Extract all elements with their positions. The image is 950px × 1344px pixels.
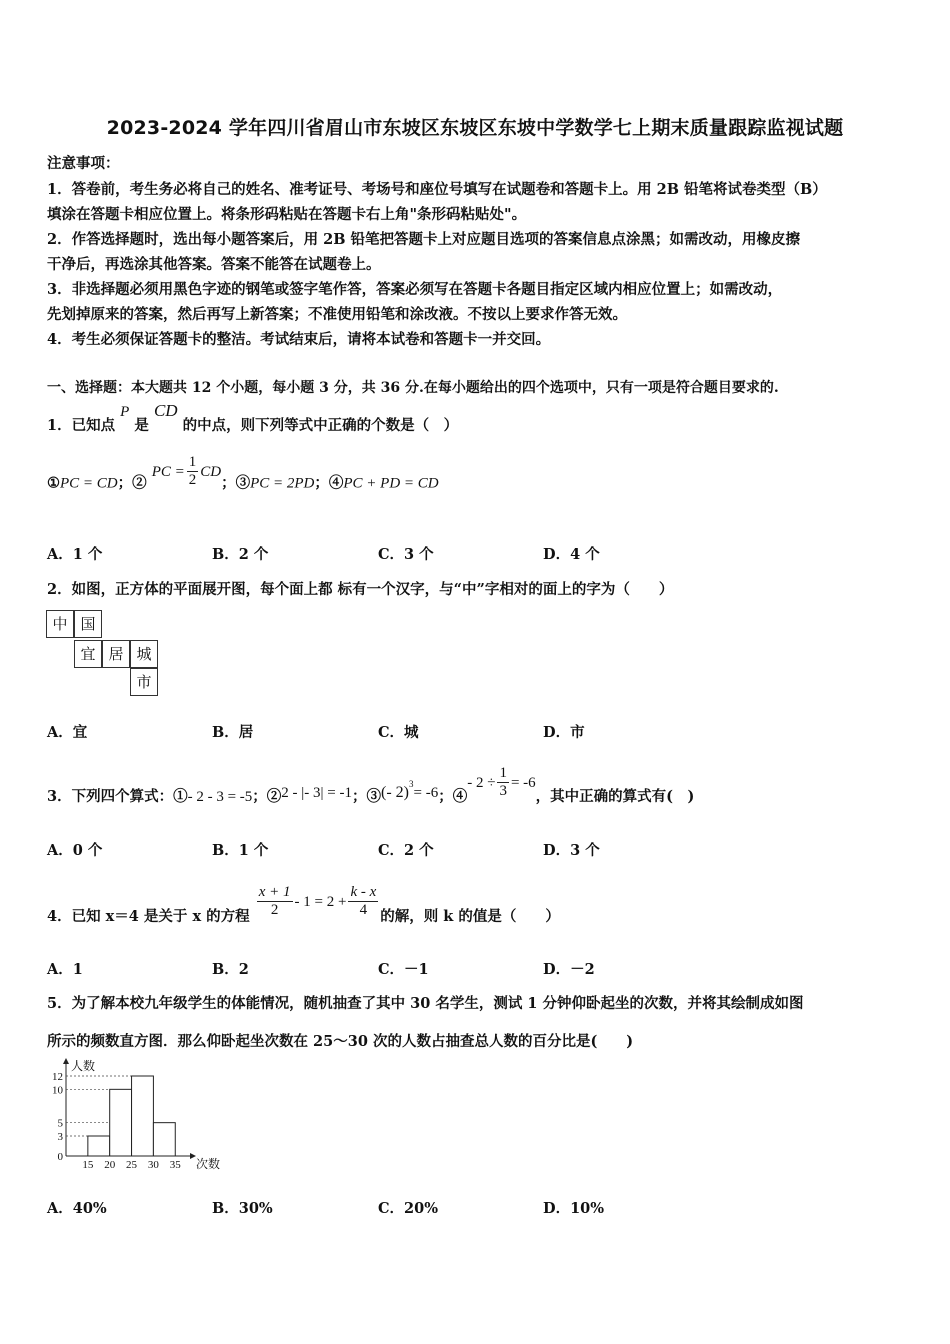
x-tick-label: 15 [82, 1159, 94, 1171]
expr-3-rhs: = -6 [413, 784, 439, 801]
net-face: 城 [130, 640, 158, 668]
histogram-bar [110, 1089, 132, 1156]
option-c[interactable]: C．20% [378, 1200, 438, 1217]
y-tick-label: 12 [52, 1071, 63, 1083]
q4-suffix: 的解，则 k 的值是（ ） [380, 907, 560, 925]
option-b[interactable]: B．2 个 [212, 546, 269, 563]
statement-1: PC = CD [60, 475, 118, 492]
question-1 [47, 402, 458, 438]
option-d[interactable]: D．市 [543, 724, 585, 741]
cube-net-figure [44, 608, 162, 700]
expr-3-base: (- 2) [381, 783, 409, 801]
chart-bars [88, 1076, 175, 1156]
x-tick-label: 25 [126, 1159, 138, 1171]
option-d[interactable]: D．4 个 [543, 546, 600, 563]
question-4 [47, 874, 560, 925]
notice-line: 干净后，再选涂其他答案。答案不能答在试题卷上。 [47, 256, 381, 273]
question-1-statements: ①PC = CD；② PC = $\frac{1}{2}$ CD；③PC = 2PD；④PC + PD = CD [47, 454, 439, 492]
y-tick-label: 5 [57, 1117, 63, 1130]
notice-heading: 注意事项： [47, 155, 120, 172]
y-axis-arrow [63, 1058, 69, 1064]
fraction-2: $\frac{k - x}{4}$ [350, 884, 377, 918]
page-title: 2023-2024 学年四川省眉山市东坡区东坡区东坡中学数学七上期末质量跟踪监视试题 [106, 117, 844, 139]
notice-line: 填涂在答题卡相应位置上。将条形码粘贴在答题卡右上角"条形码粘贴处"。 [47, 206, 527, 223]
q1-segment-cd: CD [153, 401, 178, 420]
q4-prefix: 4．已知 x＝4 是关于 x 的方程 [47, 907, 250, 925]
net-face: 市 [130, 668, 158, 696]
net-face: 居 [102, 640, 130, 668]
q3-prefix: 3．下列四个算式：① [47, 787, 188, 805]
option-d[interactable]: D．10% [543, 1200, 605, 1217]
notice-line: 先划掉原来的答案，然后再写上新答案；不准使用铅笔和涂改液。不按以上要求作答无效。 [47, 306, 627, 323]
sep: ； [117, 474, 133, 492]
option-a[interactable]: A．1 个 [47, 546, 103, 563]
expr-4-lhs: - 2 ÷ [467, 774, 496, 791]
statement-3: PC = 2PD [250, 475, 315, 492]
option-b[interactable]: B．30% [212, 1200, 273, 1217]
option-c[interactable]: C．2 个 [378, 842, 434, 859]
fraction-half: $\frac{1}{2}$ [188, 454, 197, 488]
x-tick-label: 20 [104, 1159, 116, 1171]
statement-4: PC + PD = CD [343, 475, 439, 492]
s1-label: ① [47, 474, 60, 492]
histogram-bar [132, 1076, 154, 1156]
histogram-chart [44, 1056, 221, 1176]
x-tick-label: 30 [147, 1159, 159, 1171]
expr-2: 2 - |- 3| = -1 [281, 784, 352, 801]
q1-mid: 是 [134, 417, 149, 434]
option-c[interactable]: C．3 个 [378, 546, 434, 563]
y-tick-label: 10 [52, 1084, 63, 1097]
section-heading: 一、选择题：本大题共 12 个小题，每小题 3 分，共 36 分.在每小题给出的四个选项中，只有一项是符合题目要求的. [47, 380, 779, 396]
option-b[interactable]: B．居 [212, 724, 254, 741]
s3-label: ③ [235, 474, 251, 492]
notice-line: 3．非选择题必须用黑色字迹的钢笔或签字笔作答，答案必须写在答题卡各题目指定区域内相应位置上；如需改动， [47, 281, 783, 298]
expr-1: - 2 - 3 = -5 [187, 788, 253, 805]
x-axis-label: 次数 [196, 1157, 221, 1171]
question-3: 3．下列四个算式：①- 2 - 3 = -5；②2 - |- 3| = -1；③(- 2)$^3$= -6；④- 2 ÷ $\frac{1}{3}$ = -6，其中正确的算式有( ) [47, 765, 695, 805]
notice-line: 4．考生必须保证答题卡的整洁。考试结束后，请将本试卷和答题卡一并交回。 [47, 331, 551, 348]
q4-mid: - 1 = 2 + [294, 893, 347, 910]
notice-line: 1．答卷前，考生务必将自己的姓名、准考证号、考场号和座位号填写在试题卷和答题卡上。用 2B 铅笔将试卷类型（B） [47, 181, 827, 198]
option-c[interactable]: C．城 [378, 724, 419, 741]
option-a[interactable]: A．1 [47, 961, 83, 978]
option-c[interactable]: C．－1 [378, 961, 429, 978]
q1-prefix: 1．已知点 [47, 417, 116, 434]
histogram-bar [153, 1123, 175, 1156]
question-5-line1: 5．为了解本校九年级学生的体能情况，随机抽查了其中 30 名学生，测试 1 分钟仰卧起坐的次数，并将其绘制成如图 [47, 995, 804, 1012]
y-axis-label: 人数 [71, 1059, 96, 1073]
expr-4-rhs: = -6 [510, 774, 536, 791]
histogram-bar [88, 1136, 110, 1156]
q3-suffix: ，其中正确的算式有( ) [535, 787, 695, 805]
option-a[interactable]: A．宜 [47, 724, 88, 741]
net-face: 中 [46, 610, 74, 638]
statement-2-rhs: CD [200, 463, 222, 480]
y-tick-label: 3 [57, 1131, 63, 1143]
s2-label: ② [132, 474, 147, 492]
net-face: 宜 [74, 640, 102, 668]
y-tick-label: 0 [57, 1151, 63, 1163]
option-b[interactable]: B．2 [212, 961, 249, 978]
option-a[interactable]: A．40% [47, 1200, 107, 1217]
option-d[interactable]: D．3 个 [543, 842, 600, 859]
q1-point-p: P [120, 404, 130, 420]
question-2: 2．如图，正方体的平面展开图，每个面上都 标有一个汉字，与“中”字相对的面上的字为（ ） [47, 581, 674, 598]
option-a[interactable]: A．0 个 [47, 842, 103, 859]
option-d[interactable]: D．－2 [543, 961, 595, 978]
fraction-1: $\frac{x + 1}{2}$ [258, 884, 291, 918]
net-face: 国 [74, 610, 102, 638]
s4-label: ④ [328, 474, 344, 492]
notice-line: 2．作答选择题时，选出每小题答案后，用 2B 铅笔把答题卡上对应题目选项的答案信息点涂黑；如需改动，用橡皮擦 [47, 231, 801, 248]
expr-3-exp: 3 [408, 778, 414, 789]
option-b[interactable]: B．1 个 [212, 842, 269, 859]
q1-suffix: 的中点，则下列等式中正确的个数是（ ） [182, 417, 459, 434]
x-tick-label: 35 [169, 1159, 181, 1171]
fraction-third: $\frac{1}{3}$ [499, 765, 507, 799]
question-5-line2: 所示的频数直方图．那么仰卧起坐次数在 25～30 次的人数占抽查总人数的百分比是( ) [47, 1033, 634, 1050]
statement-2-lhs: PC = [151, 463, 185, 480]
